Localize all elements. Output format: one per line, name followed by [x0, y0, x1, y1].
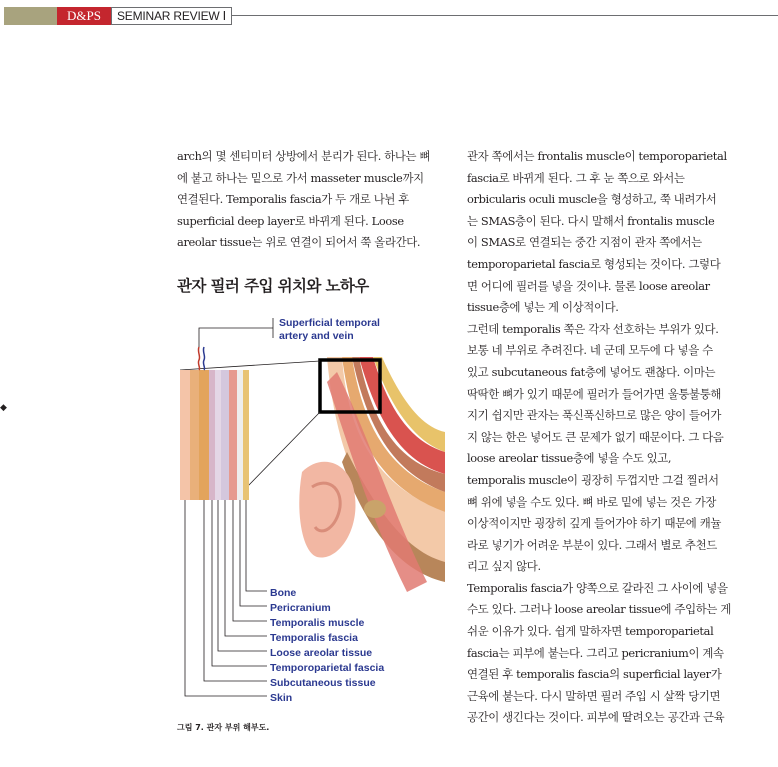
text-line: 리고 싶지 않다. [467, 559, 541, 574]
text-line: temporoparietal fascia로 형성되는 것이다. 그렇다 [467, 256, 721, 271]
header-color-block [4, 7, 57, 25]
text-line: 는 SMAS층이 된다. 다시 말해서 frontalis muscle [467, 213, 715, 228]
text-line: arch의 몇 센티미터 상방에서 분리가 된다. 하나는 뼈 [177, 149, 431, 163]
figure-caption: 그림 7. 관자 부위 해부도. [177, 723, 270, 732]
vein-marker [203, 347, 204, 370]
text-line: 면 어디에 필러를 넣을 것이냐. 물론 loose areolar [467, 278, 710, 293]
text-line: 관자 쪽에서는 frontalis muscle이 temporoparietal [467, 149, 727, 163]
text-line: Temporalis fascia가 양쪽으로 갈라진 그 사이에 넣을 [467, 580, 728, 595]
label-loose-areolar-tissue: Loose areolar tissue [270, 647, 373, 659]
text-line: 쉬운 이유가 있다. 쉽게 말하자면 temporoparietal [467, 624, 714, 639]
side-diamond-mark: ◆ [0, 403, 7, 413]
label-temporalis-fascia: Temporalis fascia [270, 632, 358, 644]
artery-marker [198, 347, 199, 370]
label-skin: Skin [270, 692, 293, 704]
section-heading: 관자 필러 주입 위치와 노하우 [177, 277, 369, 295]
text-line: 공간이 생긴다는 것이다. 피부에 딸려오는 공간과 근육 [467, 710, 725, 725]
text-line: 라로 넣기가 어려운 부분이 있다. 그래서 별로 추천드 [467, 537, 717, 552]
journal-logo: D&PS [57, 7, 111, 25]
label-leader-lines [185, 500, 267, 696]
label-temporoparietal-fascia: Temporoparietal fascia [270, 662, 385, 674]
section-title: SEMINAR REVIEW Ⅰ [111, 7, 232, 25]
text-line: 연결된다. Temporalis fascia가 두 개로 나뉜 후 [177, 192, 409, 207]
label-bone: Bone [270, 587, 297, 599]
text-line: 있고 subcutaneous fat층에 넣어도 괜찮다. 이마는 [467, 364, 716, 379]
text-line: fascia로 바뀌게 된다. 그 후 눈 쪽으로 와서는 [467, 170, 685, 185]
text-line: tissue층에 넣는 게 이상적이다. [467, 300, 619, 315]
right-column-text [467, 146, 734, 729]
text-line: areolar tissue는 위로 연결이 되어서 쭉 올라간다. [177, 235, 421, 250]
left-column-text [177, 146, 445, 254]
text-line: 딱딱한 뼈가 있기 때문에 필러가 들어가면 울퉁불퉁해 [467, 386, 721, 401]
text-line: 근육에 붙는다. 다시 말하면 필러 주입 시 살짝 당기면 [467, 688, 721, 703]
label-subcutaneous-tissue: Subcutaneous tissue [270, 677, 376, 689]
text-line: temporalis muscle이 굉장히 두껍지만 그걸 찔러서 [467, 472, 719, 487]
zoomed-cross-section [297, 357, 445, 597]
text-line: 지기 쉽지만 관자는 푹신푹신하므로 많은 양이 들어가 [467, 408, 721, 423]
label-superficial-temporal: Superficial temporal [279, 317, 380, 329]
text-line: superficial deep layer로 바뀌게 된다. Loose [177, 213, 404, 228]
text-line: fascia는 피부에 붙는다. 그리고 pericranium이 계속 [467, 645, 724, 660]
text-line: 이상적이지만 굉장히 깊게 들어가야 하기 때문에 캐뉼 [467, 516, 721, 531]
anatomy-figure [177, 312, 445, 712]
top-leader-line [199, 328, 273, 347]
text-line: 연결된 후 temporalis fascia의 superficial layer가 [467, 667, 722, 682]
text-line: 에 붙고 하나는 밑으로 가서 masseter muscle까지 [177, 170, 424, 185]
text-line: 이 SMAS로 연결되는 중간 지점이 관자 쪽에서는 [467, 235, 702, 250]
text-line: 보통 네 부위로 추려진다. 네 군데 모두에 다 넣을 수 [467, 343, 713, 358]
label-temporalis-muscle: Temporalis muscle [270, 617, 365, 629]
text-line: orbicularis oculi muscle을 형성하고, 쭉 내려가서 [467, 192, 717, 207]
text-line: loose areolar tissue층에 넣을 수도 있고, [467, 451, 672, 466]
text-line: 수도 있다. 그러나 loose areolar tissue에 주입하는 게 [467, 602, 732, 617]
text-line: 그런데 temporalis 쪽은 각자 선호하는 부위가 있다. [467, 321, 719, 336]
label-pericranium: Pericranium [270, 602, 331, 614]
text-line: 뼈 위에 넣을 수도 있다. 뼈 바로 밑에 넣는 것은 가장 [467, 494, 717, 509]
label-artery-and-vein: artery and vein [279, 330, 354, 342]
text-line: 지 않는 한은 넣어도 큰 문제가 없기 때문이다. 그 다음 [467, 429, 724, 444]
layer-block [180, 370, 249, 500]
